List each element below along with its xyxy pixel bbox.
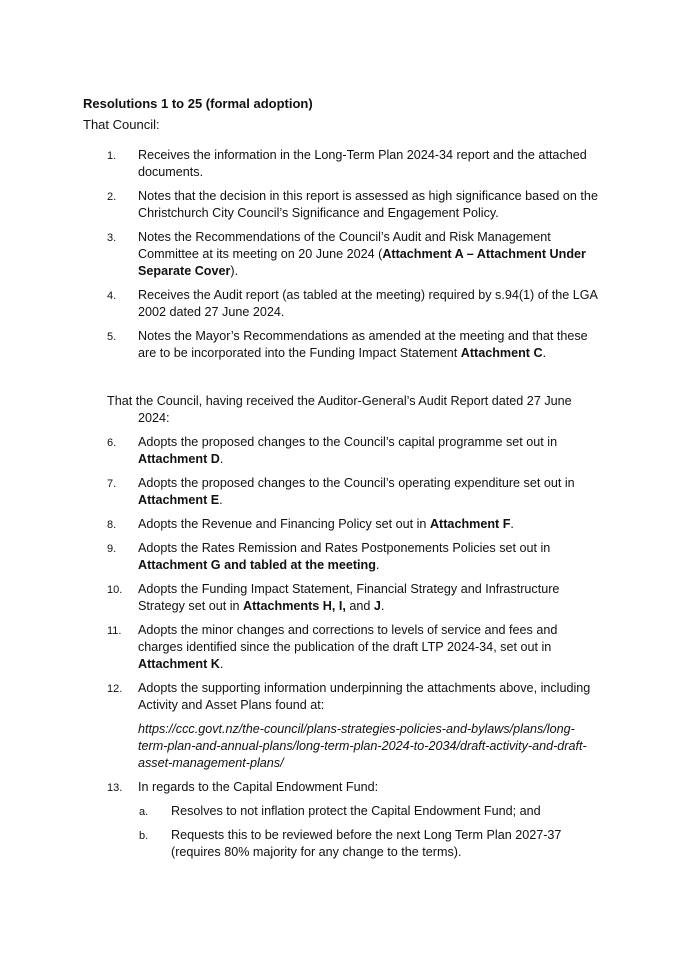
- paragraph-line-1: That the Council, having received the Auditor-General’s Audit Report dated 27 June: [107, 394, 572, 408]
- item-number: 3.: [107, 232, 117, 244]
- item-number: 10.: [107, 584, 123, 596]
- item-number: 9.: [107, 543, 117, 555]
- item-number: 8.: [107, 519, 117, 531]
- attachment-ref: Attachment K: [138, 657, 220, 671]
- item-text: Adopts the Rates Remission and Rates Postponements Policies set out in Attachment G and tabled at the meeting.: [138, 541, 551, 572]
- item-number: 6.: [107, 437, 117, 449]
- attachment-ref: Attachment A – Attachment Under Separate Cover: [138, 247, 586, 278]
- sub-item-letter: a.: [139, 806, 149, 818]
- attachment-ref: J: [373, 599, 381, 613]
- item-text: Adopts the Revenue and Financing Policy set out in Attachment F.: [138, 517, 514, 531]
- sub-item-text: Requests this to be reviewed before the next Long Term Plan 2027-37 (requires 80% majority for any change to the terms).: [171, 828, 562, 859]
- item-number: 1.: [107, 150, 117, 162]
- attachment-ref: Attachment G and tabled at the meeting: [138, 558, 376, 572]
- attachment-ref: Attachment F: [429, 517, 511, 531]
- item-text: In regards to the Capital Endowment Fund:: [138, 780, 379, 794]
- item-number: 12.: [107, 683, 123, 695]
- paragraph-line-2: 2024:: [138, 411, 170, 425]
- item-text: Receives the Audit report (as tabled at the meeting) required by s.94(1) of the LGA 2002 dated 27 June 2024.: [138, 288, 598, 319]
- council-paragraph: [107, 393, 587, 427]
- item-text: Adopts the Funding Impact Statement, Financial Strategy and Infrastructure Strategy set out in Attachments H, I, and J.: [138, 582, 560, 613]
- item-text: Notes that the decision in this report is assessed as high significance based on the Christchurch City Council’s Significance and Engagement Policy.: [138, 189, 598, 220]
- item-text: Notes the Recommendations of the Council’s Audit and Risk Management Committee at its meeting on 20 June 2024 (Attachment A – Attachment Under Separate Cover).: [138, 230, 586, 278]
- item-number: 7.: [107, 478, 117, 490]
- attachment-ref: Attachment D: [138, 452, 220, 466]
- item-number: 4.: [107, 290, 117, 302]
- resolutions-heading: Resolutions 1 to 25 (formal adoption): [83, 96, 313, 111]
- item-text: Adopts the minor changes and corrections to levels of service and fees and charges identified since the publication of the draft LTP 2024-34, set out in Attachment K.: [138, 623, 558, 671]
- item-number: 13.: [107, 782, 123, 794]
- item-text: Notes the Mayor’s Recommendations as amended at the meeting and that these are to be incorporated into the Funding Impact Statement Attachment C.: [138, 329, 588, 360]
- intro-text: That Council:: [83, 117, 160, 132]
- attachment-ref: Attachment E: [138, 493, 220, 507]
- item-text: Adopts the supporting information underpinning the attachments above, including Activity and Asset Plans found at:: [138, 681, 591, 712]
- plans-url: https://ccc.govt.nz/the-council/plans-strategies-policies-and-bylaws/plans/long-term-plan-and-annual-plans/long-term-plan-2024-to-2034/draft-activity-and-draft-asset-management-plans/: [138, 722, 587, 770]
- item-text: Adopts the proposed changes to the Council’s capital programme set out in Attachment D.: [138, 435, 558, 466]
- attachment-ref: Attachment C: [460, 346, 543, 360]
- item-number: 5.: [107, 331, 117, 343]
- sub-item-text: Resolves to not inflation protect the Capital Endowment Fund; and: [171, 804, 541, 818]
- attachment-ref: Attachments H, I,: [243, 599, 346, 613]
- item-text: Receives the information in the Long-Term Plan 2024-34 report and the attached documents.: [138, 148, 587, 179]
- item-number: 2.: [107, 191, 117, 203]
- sub-item-letter: b.: [139, 830, 149, 842]
- item-number: 11.: [107, 625, 122, 637]
- item-text: Adopts the proposed changes to the Council’s operating expenditure set out in Attachment E.: [138, 476, 575, 507]
